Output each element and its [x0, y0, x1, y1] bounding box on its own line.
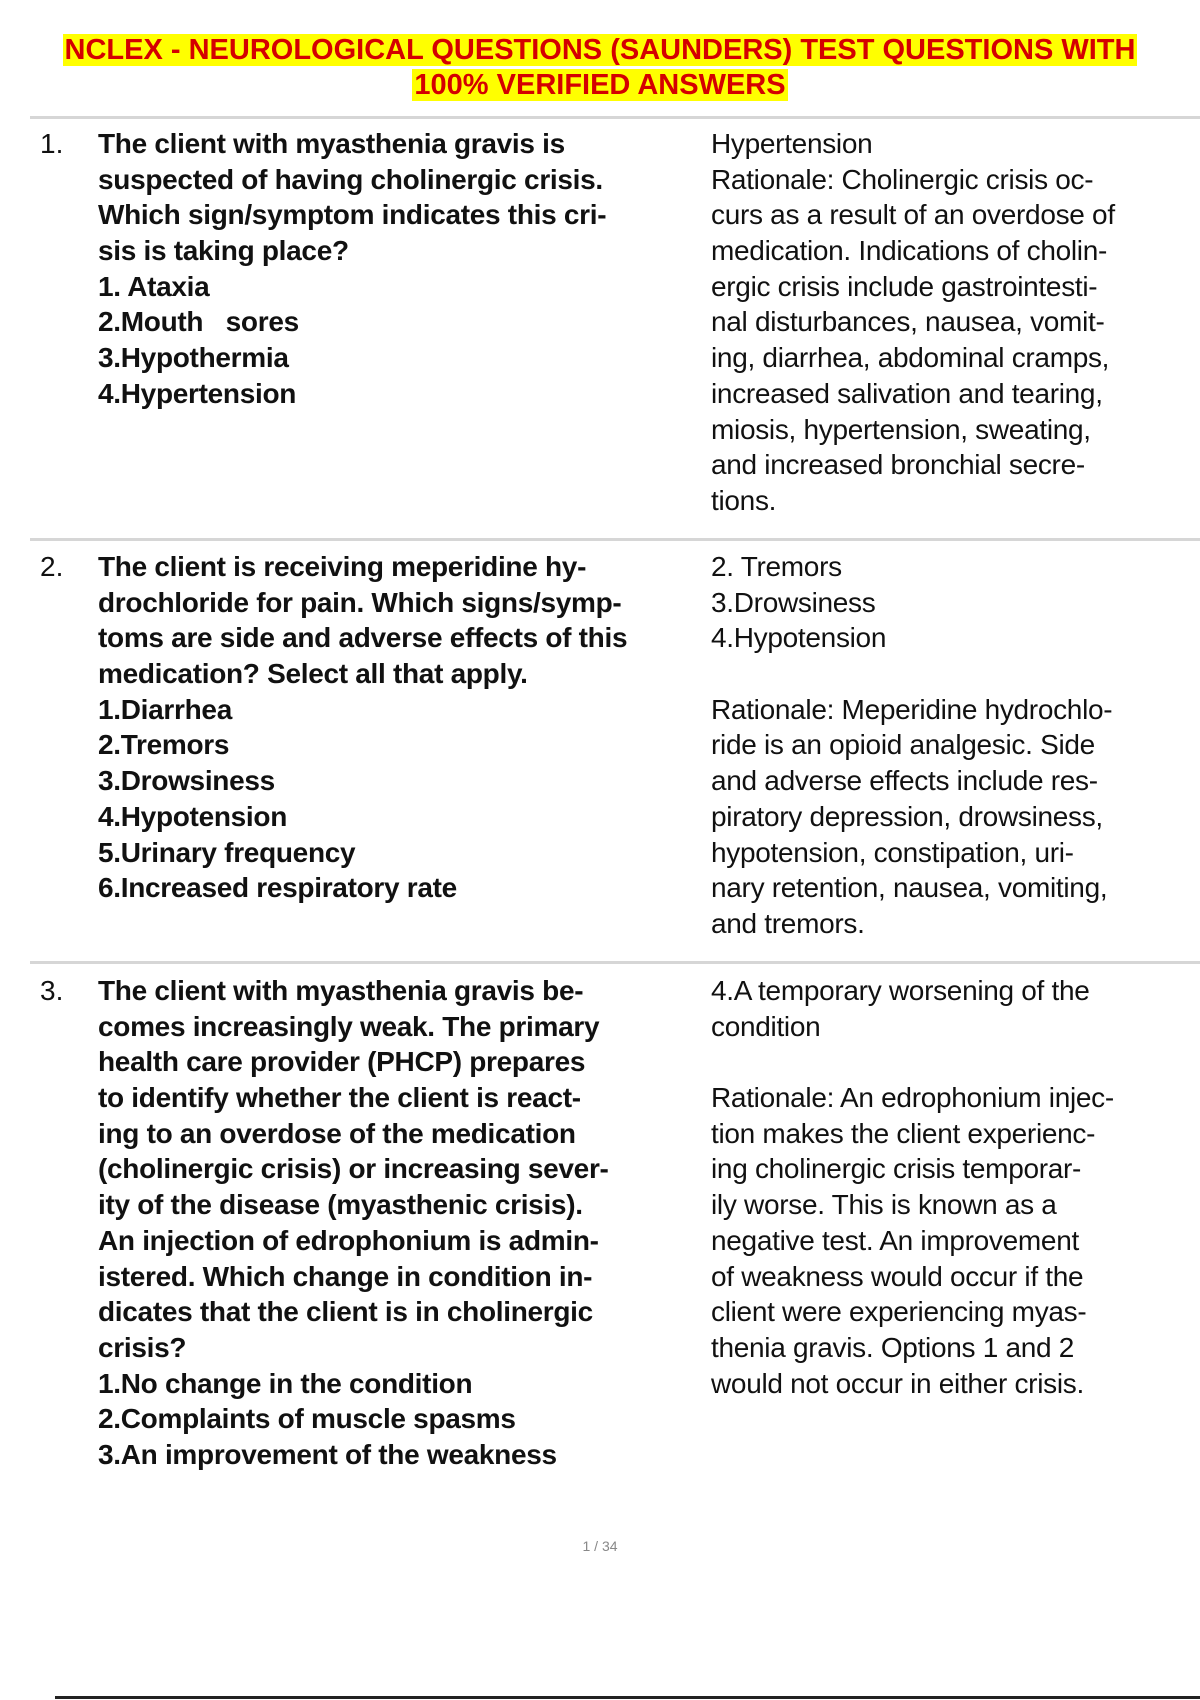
question-line: drochloride for pain. Which signs/symp- — [98, 586, 622, 618]
answer-line: Rationale: An edrophonium injec- — [711, 1082, 1114, 1114]
document-title-line-1 — [0, 33, 1200, 67]
divider — [30, 961, 1200, 964]
question-line: medication? Select all that apply. — [98, 658, 528, 690]
answer-line: nal disturbances, nausea, vomit- — [711, 306, 1105, 338]
question-line: 2.Tremors — [98, 729, 230, 761]
question-line: The client with myasthenia gravis be- — [98, 975, 584, 1006]
question-number: 2. — [40, 551, 64, 582]
answer-line: negative test. An improvement — [711, 1224, 1079, 1256]
question-line: 1. Ataxia — [98, 270, 210, 302]
answer-line: tions. — [711, 484, 777, 516]
question-number: 3. — [40, 975, 64, 1006]
answer-line: increased salivation and tearing, — [711, 377, 1103, 409]
question-line: The client with myasthenia gravis is — [98, 128, 565, 159]
question-line: 3.An improvement of the weakness — [98, 1438, 557, 1470]
page-indicator: 1 / 34 — [582, 1538, 618, 1554]
question-line: ity of the disease (myasthenic crisis). — [98, 1189, 583, 1221]
question-line: 3.Drowsiness — [98, 765, 275, 797]
question-line: health care provider (PHCP) prepares — [98, 1046, 586, 1078]
answer-line — [711, 656, 1191, 692]
question-line: 6.Increased respiratory rate — [98, 872, 457, 904]
question-line: ing to an overdose of the medication — [98, 1117, 576, 1149]
answer-text — [711, 126, 1191, 519]
page-bottom-border — [55, 1696, 1200, 1699]
question-line: 2.Mouth sores — [98, 306, 299, 338]
answer-line: 4.A temporary worsening of the — [711, 975, 1090, 1006]
answer-line: curs as a result of an overdose of — [711, 199, 1115, 231]
answer-line: piratory depression, drowsiness, — [711, 800, 1103, 832]
question-line: suspected of having cholinergic crisis. — [98, 163, 603, 195]
question-text — [98, 973, 698, 1473]
answer-line: and adverse effects include res- — [711, 765, 1098, 797]
question-line: istered. Which change in condition in- — [98, 1260, 593, 1292]
question-number: 1. — [40, 128, 64, 159]
question-line: crisis? — [98, 1331, 187, 1363]
question-line: 3.Hypothermia — [98, 342, 289, 374]
document-title-line-2 — [0, 68, 1200, 102]
question-line: 4.Hypotension — [98, 800, 288, 832]
question-line: 4.Hypertension — [98, 377, 297, 409]
question-line: The client is receiving meperidine hy- — [98, 551, 587, 582]
question-line: An injection of edrophonium is admin- — [98, 1224, 599, 1256]
answer-line: 2. Tremors — [711, 551, 842, 582]
question-line: dicates that the client is in cholinergic — [98, 1296, 593, 1328]
answer-line: Rationale: Cholinergic crisis oc- — [711, 163, 1094, 195]
question-line: 2.Complaints of muscle spasms — [98, 1403, 516, 1435]
question-text — [98, 126, 698, 412]
answer-line: thenia gravis. Options 1 and 2 — [711, 1331, 1075, 1363]
answer-line: miosis, hypertension, sweating, — [711, 413, 1091, 445]
answer-line: client were experiencing myas- — [711, 1296, 1087, 1328]
answer-line: ergic crisis include gastrointesti- — [711, 270, 1098, 302]
answer-line: 4.Hypotension — [711, 622, 887, 654]
answer-line: and increased bronchial secre- — [711, 449, 1085, 481]
question-line: sis is taking place? — [98, 235, 349, 267]
question-line: comes increasingly weak. The primary — [98, 1010, 600, 1042]
answer-line: condition — [711, 1010, 821, 1042]
answer-line: Hypertension — [711, 128, 873, 159]
answer-line: medication. Indications of cholin- — [711, 235, 1108, 267]
question-line: to identify whether the client is react- — [98, 1082, 581, 1114]
answer-line: hypotension, constipation, uri- — [711, 836, 1074, 868]
question-line: (cholinergic crisis) or increasing sever- — [98, 1153, 609, 1185]
question-line: 5.Urinary frequency — [98, 836, 356, 868]
divider — [30, 538, 1200, 541]
title-text: NCLEX - NEUROLOGICAL QUESTIONS (SAUNDERS) TEST QUESTIONS WITH — [64, 34, 1136, 66]
answer-line: and tremors. — [711, 907, 865, 939]
question-text — [98, 549, 698, 906]
answer-line: ride is an opioid analgesic. Side — [711, 729, 1095, 761]
divider — [30, 116, 1200, 119]
answer-line: nary retention, nausea, vomiting, — [711, 872, 1108, 904]
answer-line: of weakness would occur if the — [711, 1260, 1084, 1292]
answer-line: ing cholinergic crisis temporar- — [711, 1153, 1082, 1185]
question-line: Which sign/symptom indicates this cri- — [98, 199, 607, 231]
answer-line: tion makes the client experienc- — [711, 1117, 1096, 1149]
answer-line: would not occur in either crisis. — [711, 1367, 1084, 1399]
answer-line: Rationale: Meperidine hydrochlo- — [711, 693, 1113, 725]
question-line: 1.No change in the condition — [98, 1367, 473, 1399]
answer-line: ing, diarrhea, abdominal cramps, — [711, 342, 1110, 374]
answer-line: ily worse. This is known as a — [711, 1189, 1057, 1221]
question-line: toms are side and adverse effects of this — [98, 622, 628, 654]
answer-text — [711, 973, 1191, 1401]
answer-text — [711, 549, 1191, 942]
question-line: 1.Diarrhea — [98, 693, 232, 725]
answer-line: 3.Drowsiness — [711, 586, 876, 618]
title-text: 100% VERIFIED ANSWERS — [414, 69, 786, 101]
answer-line — [711, 1044, 1191, 1080]
